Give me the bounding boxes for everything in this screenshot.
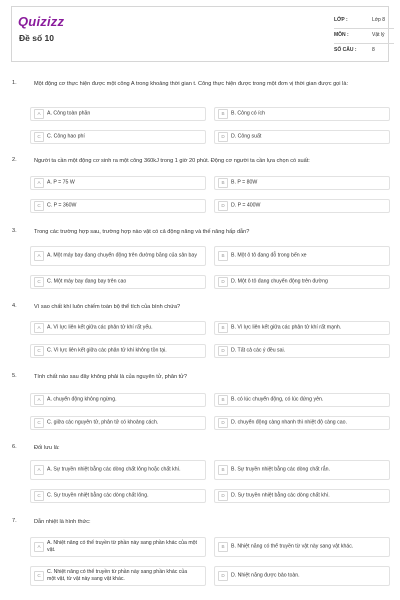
question-number: 1. [12, 80, 17, 86]
answer-option-c[interactable] [30, 489, 206, 503]
option-text: C. Một máy bay đang bay trên cao [47, 278, 127, 285]
option-letter-badge: C [34, 277, 44, 287]
option-text: D. Một ô tô đang chuyển động trên đường [231, 278, 328, 285]
option-letter-badge: D [218, 346, 228, 356]
meta-label-class: LỚP : [334, 17, 348, 23]
question-number: 7. [12, 518, 17, 524]
meta-label-subject: MÔN : [334, 32, 349, 38]
answer-option-a[interactable] [30, 107, 206, 121]
meta-divider [334, 28, 394, 29]
option-letter-badge: B [218, 395, 228, 405]
option-text: C. Vì lực liên kết giữa các phân tử khí không tồn tại. [47, 347, 167, 354]
answer-option-b[interactable] [214, 537, 390, 557]
option-letter-badge: C [34, 132, 44, 142]
option-letter-badge: A [34, 109, 44, 119]
question-number: 3. [12, 228, 17, 234]
meta-value-subject: Vật lý [372, 32, 385, 38]
question-number: 5. [12, 373, 17, 379]
option-letter-badge: D [218, 277, 228, 287]
question-number: 2. [12, 157, 17, 163]
answer-option-d[interactable] [214, 199, 390, 213]
option-text: C. Nhiệt năng có thể truyền từ phần này sang phần khác của một vật, từ vật này sang vật khác. [47, 569, 188, 582]
meta-value-question-count: 8 [372, 47, 375, 53]
option-text: D. chuyển động càng nhanh thì nhiệt độ càng cao. [231, 419, 347, 426]
question-text: Người ta cần một động cơ sinh ra một công 360kJ trong 1 giờ 20 phút. Động cơ người ta cần lựa chọn có suất: [34, 158, 310, 164]
option-letter-badge: B [218, 109, 228, 119]
answer-option-c[interactable] [30, 275, 206, 289]
answer-option-a[interactable] [30, 393, 206, 407]
option-text: D. Công suất [231, 133, 262, 140]
option-letter-badge: D [218, 571, 228, 581]
answer-option-b[interactable] [214, 107, 390, 121]
answer-option-d[interactable] [214, 130, 390, 144]
option-letter-badge: B [218, 251, 228, 261]
option-text: C. Công hao phí [47, 133, 85, 140]
option-text: B. Nhiệt năng có thể truyền từ vật này sang vật khác. [231, 543, 354, 550]
option-text: D. Sự truyền nhiệt bằng các dòng chất khí. [231, 492, 330, 499]
answer-option-c[interactable] [30, 130, 206, 144]
answer-option-d[interactable] [214, 275, 390, 289]
option-letter-badge: D [218, 491, 228, 501]
option-letter-badge: A [34, 251, 44, 261]
question-text: Vì sao chất khí luôn chiếm toàn bộ thể tích của bình chứa? [34, 304, 181, 310]
option-letter-badge: B [218, 465, 228, 475]
option-text: C. Sự truyền nhiệt bằng các dòng chất lỏng. [47, 492, 149, 499]
option-text: B. có lúc chuyển động, có lúc đứng yên. [231, 396, 324, 403]
option-text: D. Nhiệt năng được bảo toàn. [231, 572, 300, 579]
option-letter-badge: A [34, 465, 44, 475]
answer-option-c[interactable] [30, 566, 206, 586]
option-text: D. P = 400W [231, 202, 261, 209]
option-letter-badge: B [218, 178, 228, 188]
option-letter-badge: C [34, 418, 44, 428]
question-number: 4. [12, 303, 17, 309]
option-letter-badge: B [218, 542, 228, 552]
answer-option-c[interactable] [30, 199, 206, 213]
option-text: B. Một ô tô đang đỗ trong bến xe [231, 252, 307, 259]
answer-option-b[interactable] [214, 460, 390, 480]
question-text: Trong các trường hợp sau, trường hợp nào vật có cả động năng và thế năng hấp dẫn? [34, 229, 250, 235]
answer-option-a[interactable] [30, 176, 206, 190]
option-letter-badge: C [34, 201, 44, 211]
question-text: Dẫn nhiệt là hình thức: [34, 519, 91, 525]
option-text: A. Vì lực liên kết giữa các phân tử khí rất yếu. [47, 324, 153, 331]
answer-option-a[interactable] [30, 460, 206, 480]
option-text: A. Công toàn phần [47, 110, 91, 117]
question-text: Đối lưu là: [34, 445, 60, 451]
option-text: B. Sự truyền nhiệt bằng các dòng chất rắn. [231, 466, 330, 473]
option-text: A. P = 75 W [47, 179, 75, 186]
option-letter-badge: C [34, 571, 44, 581]
option-text: A. chuyển động không ngừng. [47, 396, 117, 403]
quizizz-logo: Quizizz [18, 14, 65, 29]
option-letter-badge: A [34, 542, 44, 552]
option-letter-badge: C [34, 491, 44, 501]
worksheet-header [11, 6, 389, 62]
answer-option-d[interactable] [214, 416, 390, 430]
meta-divider [334, 43, 394, 44]
option-text: A. Một máy bay đang chuyển động trên đường băng của sân bay [47, 252, 197, 259]
option-text: D. Tất cả các ý đều sai. [231, 347, 286, 354]
answer-option-b[interactable] [214, 321, 390, 335]
answer-option-d[interactable] [214, 566, 390, 586]
option-letter-badge: D [218, 418, 228, 428]
meta-value-class: Lớp 8 [372, 17, 386, 23]
option-letter-badge: B [218, 323, 228, 333]
answer-option-b[interactable] [214, 176, 390, 190]
option-text: A. Nhiệt năng có thể truyền từ phần này sang phần khác của một vật. [47, 540, 197, 553]
option-text: A. Sự truyền nhiệt bằng các dòng chất lỏng hoặc chất khí. [47, 466, 181, 473]
answer-option-d[interactable] [214, 344, 390, 358]
option-text: B. Vì lực liên kết giữa các phân tử khí rất mạnh. [231, 324, 342, 331]
option-text: C. P = 360W [47, 202, 77, 209]
answer-option-b[interactable] [214, 393, 390, 407]
option-letter-badge: A [34, 395, 44, 405]
answer-option-a[interactable] [30, 321, 206, 335]
answer-option-c[interactable] [30, 344, 206, 358]
answer-option-a[interactable] [30, 537, 206, 557]
option-letter-badge: D [218, 132, 228, 142]
question-text: Một động cơ thực hiện được một công A trong khoảng thời gian t. Công thực hiện được trong một đơn vị thời gian được gọi là: [34, 81, 348, 87]
option-letter-badge: D [218, 201, 228, 211]
meta-label-question-count: SỐ CÂU : [334, 47, 357, 53]
question-number: 6. [12, 444, 17, 450]
option-text: C. giữa các nguyên tử, phân tử có khoảng cách. [47, 419, 159, 426]
worksheet-title: Đề số 10 [19, 33, 54, 43]
option-letter-badge: A [34, 178, 44, 188]
option-text: B. Công có ích [231, 110, 266, 117]
option-letter-badge: C [34, 346, 44, 356]
option-letter-badge: A [34, 323, 44, 333]
answer-option-d[interactable] [214, 489, 390, 503]
answer-option-a[interactable] [30, 246, 206, 266]
answer-option-b[interactable] [214, 246, 390, 266]
option-text: B. P = 80W [231, 179, 258, 186]
question-text: Tính chất nào sau đây không phải là của nguyên tử, phân tử? [34, 374, 188, 380]
answer-option-c[interactable] [30, 416, 206, 430]
